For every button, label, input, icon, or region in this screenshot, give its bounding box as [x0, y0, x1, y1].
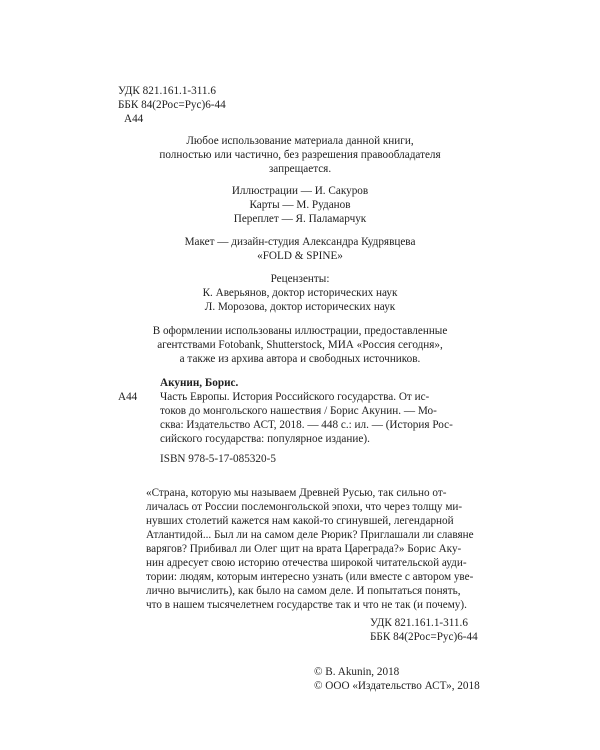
- isbn: ISBN 978-5-17-085320-5: [160, 453, 276, 465]
- notice-line: полностью или частично, без разрешения правообладателя: [159, 149, 441, 161]
- notice-line: запрещается.: [268, 163, 332, 175]
- udk-code: УДК 821.161.1-311.6: [118, 85, 216, 97]
- illustrations-note: [120, 324, 480, 366]
- annotation-line: нин адресует свою историю отечества широкой читательской ауди-: [146, 557, 467, 569]
- notice-line: Любое использование материала данной книги,: [186, 135, 414, 147]
- annotation-line: что в нашем тысячелетнем государстве так и что не так (и почему).: [146, 599, 467, 611]
- footer-codes: [370, 616, 478, 644]
- reviewers-heading: Рецензенты:: [270, 273, 330, 285]
- copyrights: [314, 665, 480, 693]
- bbk-code: ББК 84(2Рос=Рус)6-44: [118, 99, 226, 111]
- annotation-line: варягов? Прибивал ли Олег щит на врата Цареграда?» Борис Аку-: [146, 543, 462, 555]
- annotation-line: Атлантидой... Был ли на самом деле Рюрик? Приглашали ли славяне: [146, 529, 474, 541]
- annotation-line: «Страна, которую мы называем Древней Русью, так сильно от-: [146, 487, 447, 499]
- author-heading: Акунин, Борис.: [160, 377, 239, 389]
- catalog-record: [118, 376, 494, 466]
- author-mark: А44: [124, 113, 144, 125]
- illustrator-credit: Иллюстрации — И. Сакуров: [231, 185, 369, 197]
- description-line: сийского государства: популярное издание).: [160, 433, 370, 445]
- illustrations-line: В оформлении использованы иллюстрации, предоставленные: [152, 325, 448, 337]
- description-line: сква: Издательство АСТ, 2018. — 448 с.: ил. — (История Рос-: [160, 419, 453, 431]
- credits: [120, 184, 480, 226]
- annotation-line: лично вычислить), как было на самом деле. И попытаться понять,: [146, 585, 461, 597]
- reviewers: [120, 272, 480, 314]
- annotation-line: нувших столетий кажется нам какой-то сгинувшей, легендарной: [146, 515, 454, 527]
- reviewer: К. Аверьянов, доктор исторических наук: [202, 287, 398, 299]
- copyright-notice: [120, 134, 480, 176]
- illustrations-line: агентствами Fotobank, Shutterstock, МИА «Россия сегодня»,: [157, 339, 443, 351]
- copyright-publisher: © ООО «Издательство АСТ», 2018: [314, 680, 480, 692]
- copyright-author: © B. Akunin, 2018: [314, 666, 400, 678]
- catalog-code: А44: [118, 391, 138, 403]
- footer-udk-code: УДК 821.161.1-311.6: [370, 617, 468, 629]
- layout-credit-line: Макет — дизайн-студия Александра Кудрявцева: [184, 236, 416, 248]
- reviewer: Л. Морозова, доктор исторических наук: [204, 301, 396, 313]
- layout-credit: [120, 235, 480, 263]
- footer-bbk-code: ББК 84(2Рос=Рус)6-44: [370, 631, 478, 643]
- annotation: [146, 486, 498, 612]
- maps-credit: Карты — М. Руданов: [249, 199, 351, 211]
- annotation-line: тории: людям, которым интересно узнать (или вместе с автором уве-: [146, 571, 474, 583]
- catalog-description: [118, 390, 494, 446]
- header-codes: [118, 84, 226, 126]
- annotation-line: личалась от России послемонгольской эпохи, что через толщу ми-: [146, 501, 463, 513]
- binding-credit: Переплет — Я. Паламарчук: [233, 213, 367, 225]
- illustrations-line: а также из архива автора и свободных источников.: [179, 353, 421, 365]
- description-line: Часть Европы. История Российского государства. От ис-: [160, 391, 430, 403]
- description-line: токов до монгольского нашествия / Борис Акунин. — Мо-: [160, 405, 437, 417]
- layout-credit-line: «FOLD & SPINE»: [257, 250, 343, 262]
